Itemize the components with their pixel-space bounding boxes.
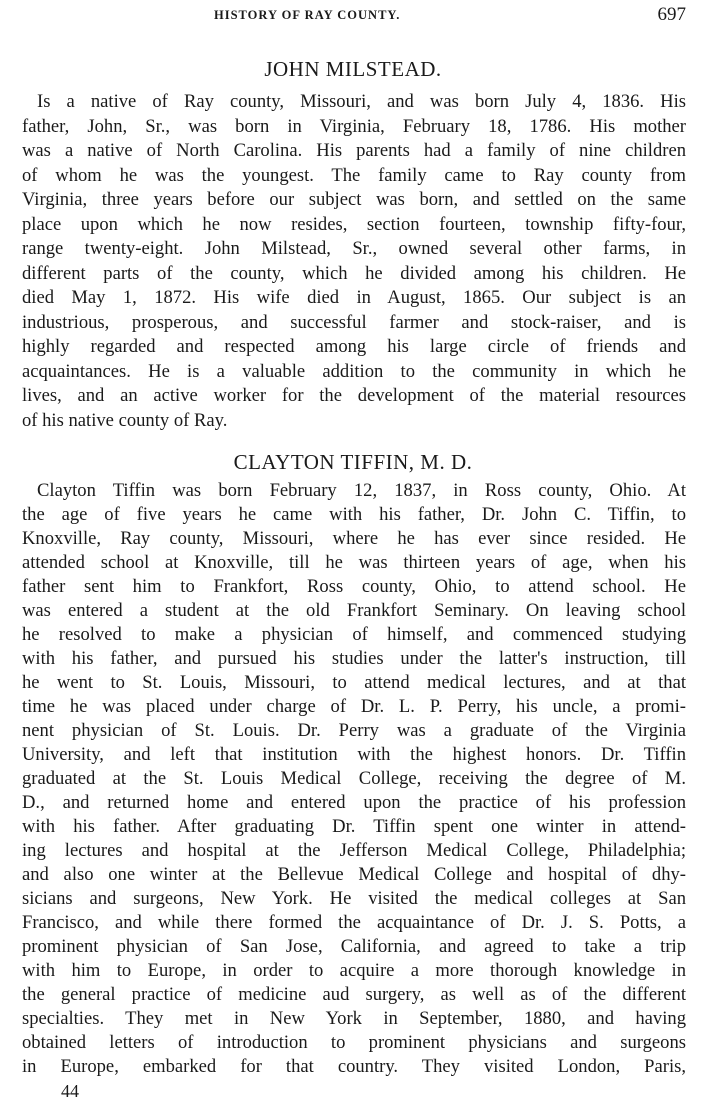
text-line: ing lectures and hospital at the Jefferson Medical College, Philadelphia; xyxy=(22,840,686,861)
text-line: range twenty-eight. John Milstead, Sr., owned several other farms, in xyxy=(22,238,686,259)
text-line: he went to St. Louis, Missouri, to attend medical lectures, and at that xyxy=(22,672,686,693)
text-line: Clayton Tiffin was born February 12, 1837, in Ross county, Ohio. At xyxy=(37,480,686,501)
text-line: was a native of North Carolina. His parents had a family of nine children xyxy=(22,140,686,161)
text-line: highly regarded and respected among his large circle of friends and xyxy=(22,336,686,357)
text-line: Francisco, and while there formed the acquaintance of Dr. J. S. Potts, a xyxy=(22,912,686,933)
text-line: Virginia, three years before our subject was born, and settled on the same xyxy=(22,189,686,210)
text-line: of his native county of Ray. xyxy=(22,409,228,431)
text-line: obtained letters of introduction to prominent physicians and surgeons xyxy=(22,1032,686,1053)
text-line: father sent him to Frankfort, Ross county, Ohio, to attend school. He xyxy=(22,576,686,597)
text-line: industrious, prosperous, and successful farmer and stock-raiser, and is xyxy=(22,311,686,333)
text-line: he resolved to make a physician of himself, and commenced studying xyxy=(22,624,686,645)
section-heading-tiffin: CLAYTON TIFFIN, M. D. xyxy=(233,450,473,474)
running-head-title: HISTORY OF RAY COUNTY. xyxy=(214,8,401,22)
text-line: died May 1, 1872. His wife died in August, 1865. Our subject is an xyxy=(22,287,686,308)
text-line: father, John, Sr., was born in Virginia, February 18, 1786. His mother xyxy=(22,115,686,137)
text-line: was entered a student at the old Frankfort Seminary. On leaving school xyxy=(22,600,686,621)
text-line: specialties. They met in New York in September, 1880, and having xyxy=(22,1008,686,1029)
section-body-tiffin xyxy=(22,479,686,1079)
text-line: and also one winter at the Bellevue Medical College and hospital of dhy- xyxy=(22,864,686,885)
text-line: the general practice of medicine aud surgery, as well as of the different xyxy=(22,984,686,1005)
text-line: sicians and surgeons, New York. He visited the medical colleges at San xyxy=(22,888,686,909)
text-line: nent physician of St. Louis. Dr. Perry was a graduate of the Virginia xyxy=(22,720,686,741)
section-heading-milstead: JOHN MILSTEAD. xyxy=(264,57,442,81)
page-number: 697 xyxy=(657,4,686,25)
text-line: different parts of the county, which he divided among his children. He xyxy=(22,262,686,284)
text-line: of whom he was the youngest. The family came to Ray county from xyxy=(22,164,686,186)
text-line: Knoxville, Ray county, Missouri, where he has ever since resided. He xyxy=(22,528,686,549)
text-line: lives, and an active worker for the development of the material resources xyxy=(22,385,686,406)
text-line: in Europe, embarked for that country. They visited London, Paris, xyxy=(22,1056,686,1077)
signature-mark: 44 xyxy=(61,1081,79,1101)
text-line: with his father, and pursued his studies under the latter's instruction, till xyxy=(22,648,686,669)
text-line: D., and returned home and entered upon the practice of his profession xyxy=(22,792,686,813)
text-line: acquaintances. He is a valuable addition to the community in which he xyxy=(22,360,686,382)
text-line: University, and left that institution with the highest honors. Dr. Tiffin xyxy=(22,744,686,765)
text-line: with his father. After graduating Dr. Tiffin spent one winter in attend- xyxy=(22,816,686,837)
text-line: graduated at the St. Louis Medical College, receiving the degree of M. xyxy=(22,768,686,789)
text-line: place upon which he now resides, section fourteen, township fifty-four, xyxy=(22,213,686,235)
section-body-milstead xyxy=(22,90,686,433)
text-line: time he was placed under charge of Dr. L. P. Perry, his uncle, a promi- xyxy=(22,696,686,717)
text-line: prominent physician of San Jose, California, and agreed to take a trip xyxy=(22,936,686,957)
running-head xyxy=(0,4,706,26)
text-line: the age of five years he came with his father, Dr. John C. Tiffin, to xyxy=(22,504,686,525)
text-line: with him to Europe, in order to acquire a more thorough knowledge in xyxy=(22,960,686,981)
text-line: attended school at Knoxville, till he was thirteen years of age, when his xyxy=(22,552,686,573)
text-line: Is a native of Ray county, Missouri, and was born July 4, 1836. His xyxy=(37,91,686,112)
